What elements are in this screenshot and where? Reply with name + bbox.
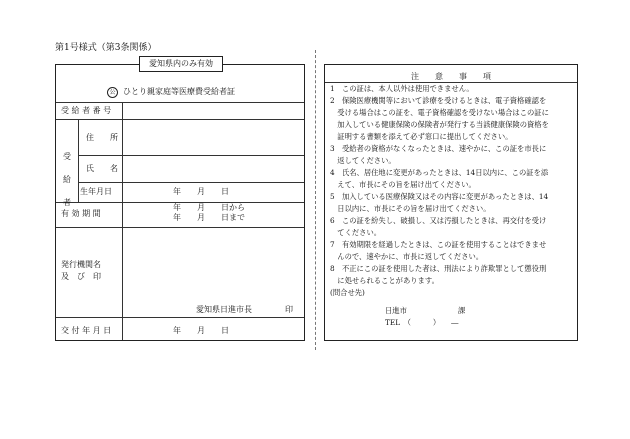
card-rule (78, 182, 304, 183)
recipient-number-label: 受 給 者 番 号 (61, 106, 112, 115)
issuer-label: 発行機関名 及 び 印 (61, 260, 101, 281)
card-rule (56, 119, 304, 120)
address-label: 住 所 (86, 133, 118, 142)
card-rule (56, 102, 304, 103)
card-rule (122, 102, 123, 340)
note-item-7: 7 有効期限を経過したときは、この証を使用することはできませ んので、速やかに、市長に返してください。 (330, 240, 547, 261)
note-item-6: 6 この証を紛失し、破損し、又は汚損したときは、再交付を受け てください。 (330, 216, 547, 237)
validity-to: 年 月 日まで (173, 213, 245, 222)
birth-date-label: 生年月日 (80, 187, 112, 196)
recipient-group-label: 受給者 (63, 152, 71, 207)
contact-office: 日進市 課 (385, 306, 466, 315)
card-rule (56, 227, 304, 228)
note-item-3: 3 受給者の資格がなくなったときは、速やかに、この証を市長に 返してください。 (330, 144, 547, 165)
validity-note-box: 愛知県内のみ有効 (139, 56, 223, 72)
seal-icon: 公 (107, 87, 118, 98)
note-item-4: 4 氏名、居住地に変更があったときは、14日以内に、この証を添 えて、市長にその旨を届け出てください。 (330, 168, 549, 189)
issuer-name: 愛知県日進市長 (196, 305, 252, 314)
issuer-seal-mark: 印 (285, 305, 293, 314)
contact-tel: TEL （ ） ― (385, 318, 459, 327)
validity-period-label: 有 効 期 間 (61, 209, 101, 218)
issue-date-value: 年 月 日 (173, 326, 229, 335)
fold-line (315, 50, 316, 350)
contact-label: (問合せ先) (330, 288, 365, 297)
note-item-8: 8 不正にこの証を使用した者は、刑法により詐欺罪として懲役刑 に処せられることがあります。 (330, 264, 547, 285)
name-label: 氏 名 (86, 164, 118, 173)
issue-date-label: 交 付 年 月 日 (61, 326, 112, 335)
card-rule (78, 119, 79, 202)
note-item-2: 2 保険医療機関等において診療を受けるときは、電子資格確認を 受ける場合はこの証を、電子資格確認を受けない場合はこの証に 加入している健康保険の保険者が発行する当該健康保険の資格を 証明する書類を添えて必ず窓口に提出してください。 (330, 96, 549, 141)
card-rule (78, 155, 304, 156)
form-number-title: 第1号様式（第3条関係） (55, 43, 157, 53)
card-rule (56, 317, 304, 318)
recipient-card (55, 64, 305, 341)
validity-from: 年 月 日から (173, 203, 245, 212)
notes-title: 注 意 事 項 (411, 72, 491, 81)
note-item-1: 1 この証は、本人以外は使用できません。 (330, 84, 474, 93)
card-title: ひとり親家庭等医療費受給者証 (123, 87, 235, 96)
notes-panel (324, 64, 578, 341)
note-item-5: 5 加入している医療保険又はその内容に変更があったときは、14 日以内に、市長にその旨を届け出てください。 (330, 192, 549, 213)
birth-date-value: 年 月 日 (173, 187, 229, 196)
